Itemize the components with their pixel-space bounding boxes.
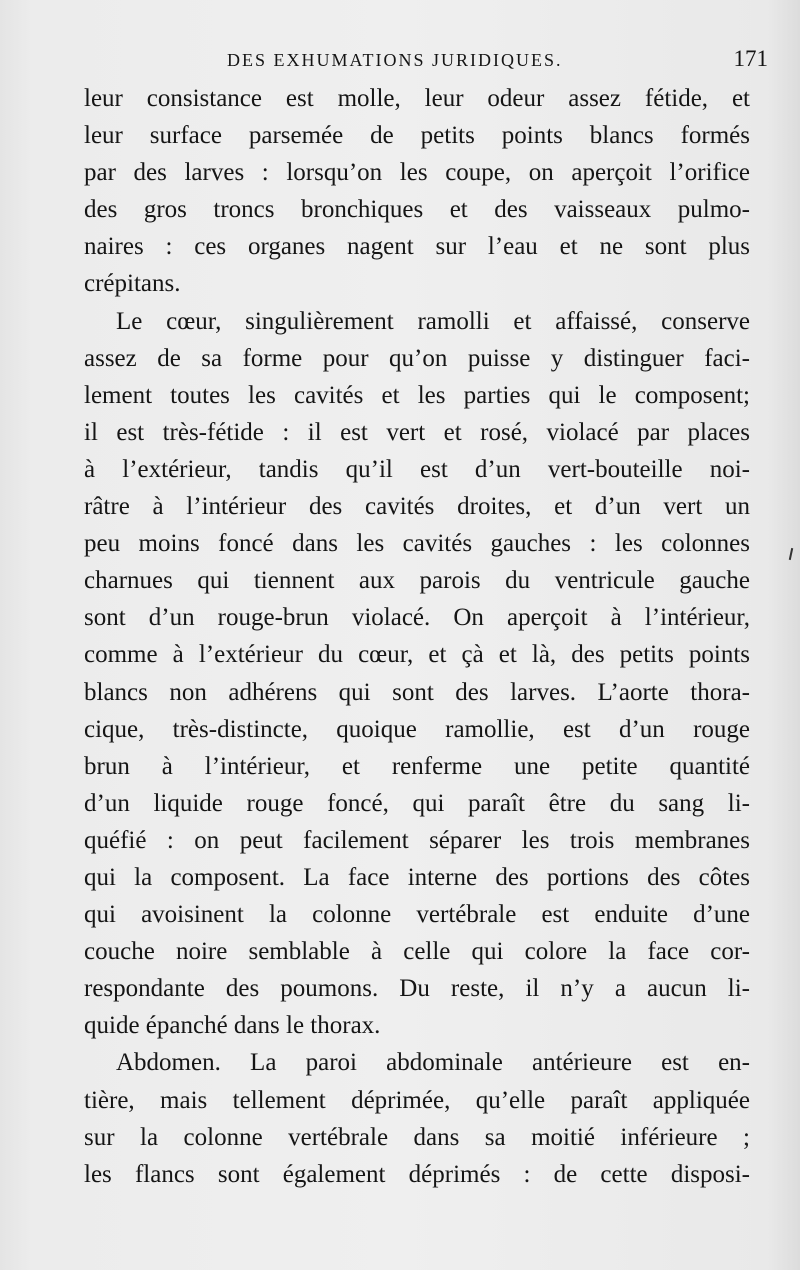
page-header: [84, 46, 774, 76]
text-line: sur la colonne vertébrale dans sa moitié inférieure ;: [84, 1123, 750, 1151]
text-line: par des larves : lorsqu’on les coupe, on aperçoit l’orifice: [84, 159, 750, 187]
text-line: sont d’un rouge-brun violacé. On aperçoit à l’intérieur,: [84, 604, 750, 632]
text-line: tière, mais tellement déprimée, qu’elle paraît appliquée: [84, 1086, 750, 1114]
text-line: Le cœur, singulièrement ramolli et affaissé, conserve: [116, 307, 750, 335]
page-number: 171: [733, 46, 768, 71]
text-line: leur surface parsemée de petits points blancs formés: [84, 122, 750, 150]
text-line: des gros troncs bronchiques et des vaisseaux pulmo-: [84, 196, 750, 224]
text-line: quéfié : on peut facilement séparer les trois membranes: [84, 826, 750, 854]
text-line: il est très-fétide : il est vert et rosé, violacé par places: [84, 418, 750, 446]
text-line: charnues qui tiennent aux parois du ventricule gauche: [84, 567, 750, 595]
text-line: Abdomen. La paroi abdominale antérieure est en-: [116, 1049, 750, 1077]
body-text: [84, 80, 750, 1193]
text-line: qui avoisinent la colonne vertébrale est enduite d’une: [84, 901, 750, 929]
text-line: d’un liquide rouge foncé, qui paraît être du sang li-: [84, 789, 750, 817]
text-line: blancs non adhérens qui sont des larves. L’aorte thora-: [84, 678, 750, 706]
text-line: cique, très-distincte, quoique ramollie, est d’un rouge: [84, 715, 750, 743]
text-line: les flancs sont également déprimés : de cette disposi-: [84, 1160, 750, 1188]
text-line: couche noire semblable à celle qui colore la face cor-: [84, 938, 750, 966]
running-head: DES EXHUMATIONS JURIDIQUES.: [227, 50, 563, 70]
text-line: leur consistance est molle, leur odeur assez fétide, et: [84, 85, 750, 112]
text-line: respondante des poumons. Du reste, il n’y a aucun li-: [84, 975, 750, 1003]
text-line: naires : ces organes nagent sur l’eau et ne sont plus: [84, 233, 750, 261]
text-line: assez de sa forme pour qu’on puisse y distinguer faci-: [84, 344, 750, 372]
text-line: à l’extérieur, tandis qu’il est d’un vert-bouteille noi-: [84, 455, 750, 483]
text-line: quide épanché dans le thorax.: [84, 1012, 381, 1040]
text-line: lement toutes les cavités et les parties qui le composent;: [84, 381, 750, 409]
text-line: qui la composent. La face interne des portions des côtes: [84, 863, 750, 891]
text-line: peu moins foncé dans les cavités gauches : les colonnes: [84, 530, 750, 558]
text-line: brun à l’intérieur, et renferme une petite quantité: [84, 752, 750, 780]
margin-mark: [789, 548, 793, 560]
text-line: crépitans.: [84, 270, 181, 298]
text-line: râtre à l’intérieur des cavités droites, et d’un vert un: [84, 493, 750, 521]
text-line: comme à l’extérieur du cœur, et çà et là, des petits points: [84, 641, 750, 669]
